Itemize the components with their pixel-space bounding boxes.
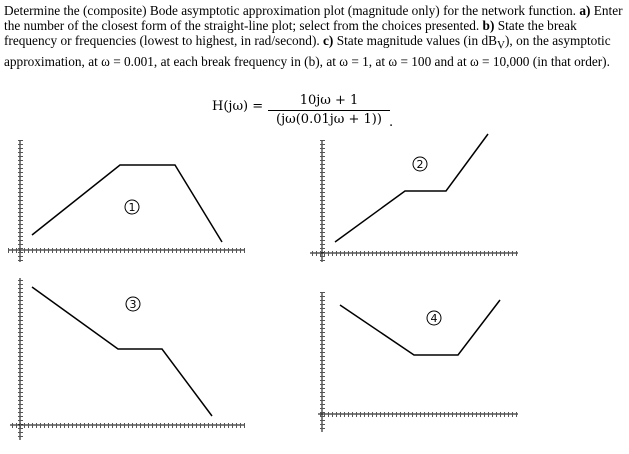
- equation-denominator: (jω(0.01jω + 1)): [276, 112, 382, 127]
- equation-period: .: [389, 115, 394, 130]
- plot-choice-1[interactable]: [8, 140, 245, 262]
- part-c-text: State magnitude values (in dB: [336, 33, 497, 49]
- problem-intro: Determine the (composite) Bode asymptotic approximation plot (magnitude only) for the network function.: [4, 3, 576, 18]
- part-c-text-2: ), on the asymptotic approximation, at ω = 0.001, at each break frequency in (b), at ω = 1, at ω = 100 and at ω = 10,000 (in that order).: [4, 33, 611, 70]
- plot-1-axes: [8, 140, 245, 262]
- plot-4-axes: [318, 292, 518, 432]
- plot-3-axes: [10, 278, 245, 440]
- plot-2-curve: [335, 134, 488, 242]
- plot-3-label: [126, 297, 140, 311]
- part-c-subscript: V: [496, 40, 505, 53]
- part-a-text: Enter the number of the closest form of the straight-line plot; select from the choices presented.: [4, 3, 623, 34]
- plot-2-number: 2: [416, 158, 424, 171]
- plot-choice-2[interactable]: [310, 134, 518, 262]
- part-b-text: State the break frequency or frequencies (lowest to highest, in rad/second).: [4, 18, 577, 49]
- part-a-label: a): [579, 3, 591, 18]
- plot-choice-3[interactable]: [10, 278, 245, 440]
- plot-1-label: [125, 200, 139, 214]
- plot-4-number: 4: [430, 312, 438, 325]
- plot-2-axes: [310, 140, 518, 262]
- part-c-label: c): [323, 33, 334, 49]
- equation-lhs: H(jω) =: [212, 99, 264, 114]
- part-b-label: b): [482, 18, 495, 34]
- plot-1-curve: [32, 165, 222, 242]
- plot-4-label: [427, 311, 441, 325]
- plot-1-number: 1: [128, 201, 136, 214]
- plot-3-curve: [32, 287, 212, 416]
- plot-3-number: 3: [129, 298, 137, 311]
- equation-numerator: 10jω + 1: [299, 93, 359, 108]
- plot-choice-4[interactable]: [318, 292, 518, 432]
- plot-2-label: [413, 157, 427, 171]
- plot-4-curve: [340, 300, 500, 355]
